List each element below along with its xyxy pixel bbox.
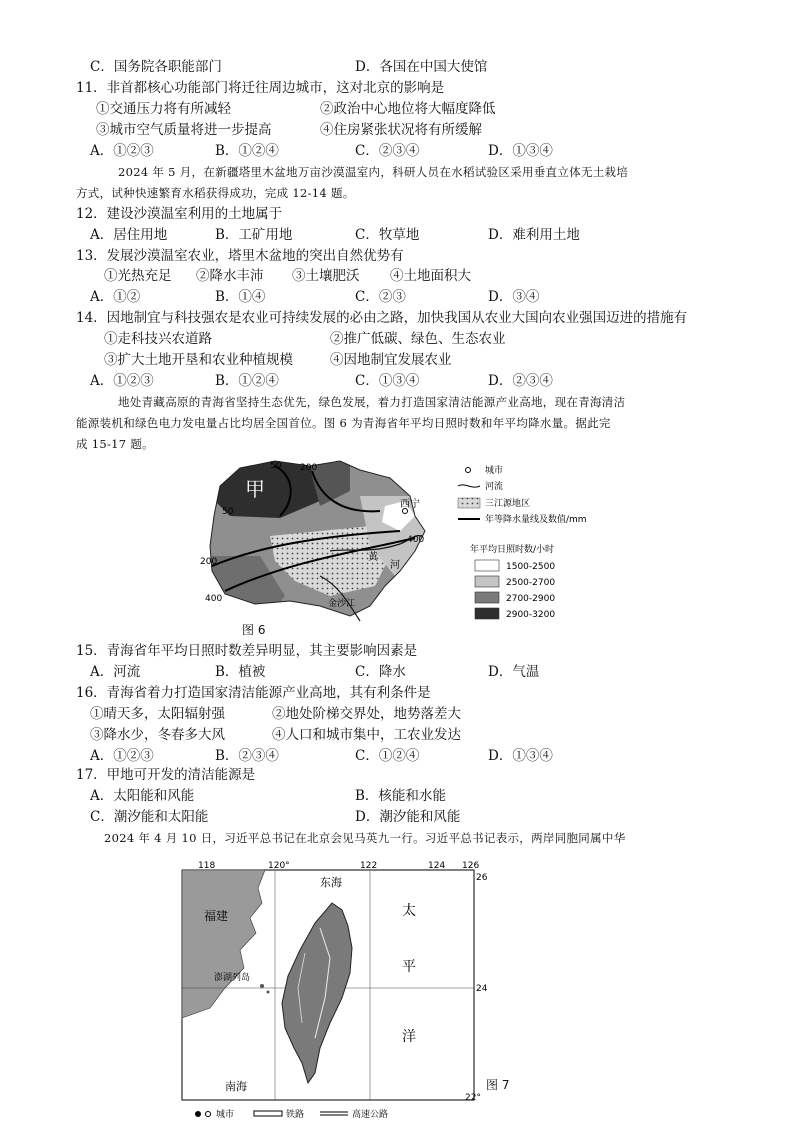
q14-option-b: B．①②④ <box>215 373 279 389</box>
q16-option-d: D．①③④ <box>488 748 553 764</box>
iso-label-50a: 50 <box>270 461 282 471</box>
lon-120: 120° <box>268 861 290 871</box>
q16-option-c: C．①②④ <box>355 748 420 764</box>
q15-option-d: D．气温 <box>488 664 540 680</box>
label-penghu: 澎湖列岛 <box>214 973 251 983</box>
q15-option-a: A．河流 <box>90 664 141 680</box>
legend-sunshine-range-0: 1500-2500 <box>506 562 556 572</box>
q16-option-b: B．②③④ <box>215 748 279 764</box>
legend-isohyet: 年等降水量线及数值/mm <box>485 515 587 525</box>
q15-option-c: C．降水 <box>355 664 406 680</box>
q14-stmt-1: ①走科技兴农道路 <box>104 331 212 347</box>
q16-stmt-4: ④人口和城市集中，工农业发达 <box>272 727 461 743</box>
lat-22: 22° <box>465 1093 481 1103</box>
q13-stmt-1: ①光热充足 <box>104 268 172 284</box>
q11-option-b: B．①②④ <box>215 143 279 159</box>
label-yang: 洋 <box>402 1029 416 1045</box>
passage2-line3: 成 15-17 题。 <box>76 437 154 451</box>
figure-6-qinghai-map <box>200 456 620 636</box>
q13-stmt-4: ④土地面积大 <box>390 268 471 284</box>
q12-option-a: A．居住用地 <box>90 227 168 243</box>
legend-city: 城市 <box>485 466 504 476</box>
label-nanhai: 南海 <box>225 1080 247 1093</box>
legend-sunshine-range-1: 2500-2700 <box>506 578 556 588</box>
q11-option-c: C．②③④ <box>355 143 420 159</box>
passage2-line1: 地处青藏高原的青海省坚持生态优先，绿色发展，着力打造国家清洁能源产业高地，现在青海清洁 <box>118 395 626 409</box>
q16-option-a: A．①②③ <box>90 748 154 764</box>
iso-label-200b: 200 <box>200 557 218 567</box>
legend-sanjiang-icon <box>458 498 480 508</box>
q11-option-a: A．①②③ <box>90 143 154 159</box>
legend-rail: 铁路 <box>286 1110 305 1120</box>
lat-26: 26 <box>476 873 488 883</box>
q11-stem: 11．非首都核心功能部门将迁往周边城市，这对北京的影响是 <box>76 80 445 96</box>
q12-option-d: D．难利用土地 <box>488 227 580 243</box>
q17-option-a: A．太阳能和风能 <box>90 788 195 804</box>
legend-sunshine-swatch-1 <box>475 576 499 587</box>
iso-label-200a: 200 <box>300 463 318 473</box>
q10-option-c: C．国务院各职能部门 <box>90 59 222 75</box>
q17-option-b: B．核能和水能 <box>355 788 446 804</box>
iso-label-400b: 400 <box>205 594 223 604</box>
lon-126: 126 <box>462 861 480 871</box>
q14-option-c: C．①③④ <box>355 373 420 389</box>
figure-7-taiwan-map <box>170 858 490 1123</box>
lat-24: 24 <box>476 984 488 994</box>
label-ping: 平 <box>402 959 416 975</box>
q13-stmt-3: ③土壤肥沃 <box>292 268 360 284</box>
legend-sanjiang: 三江源地区 <box>485 499 531 509</box>
q14-stmt-2: ②推广低碳、绿色、生态农业 <box>330 331 506 347</box>
q13-stem: 13．发展沙漠温室农业，塔里木盆地的突出自然优势有 <box>76 248 404 264</box>
legend-sunshine-swatch-3 <box>475 608 499 619</box>
q14-stmt-3: ③扩大土地开垦和农业种植规模 <box>104 352 293 368</box>
legend-city-icon-filled <box>195 1111 201 1117</box>
legend-city-icon-open <box>206 1112 211 1117</box>
label-fujian: 福建 <box>204 909 229 923</box>
q11-option-d: D．①③④ <box>488 143 553 159</box>
legend-rail-icon <box>254 1111 282 1116</box>
legend-highway: 高速公路 <box>352 1110 389 1120</box>
q13-option-b: B．①④ <box>215 289 266 305</box>
lon-124: 124 <box>428 861 446 871</box>
q17-stem: 17．甲地可开发的清洁能源是 <box>76 767 256 783</box>
q17-option-d: D．潮汐能和风能 <box>355 809 461 825</box>
q13-stmt-2: ②降水丰沛 <box>196 268 264 284</box>
q13-option-c: C．②③ <box>355 289 406 305</box>
iso-label-50b: 50 <box>222 507 234 517</box>
passage1-line1: 2024 年 5 月，在新疆塔里木盆地万亩沙漠温室内，科研人员在水稻试验区采用垂直立体无土栽培 <box>118 165 629 179</box>
legend-sunshine-range-3: 2900-3200 <box>506 610 556 620</box>
q12-option-c: C．牧草地 <box>355 227 420 243</box>
passage1-line2: 方式，试种快速繁育水稻获得成功，完成 12-14 题。 <box>76 186 355 200</box>
q11-stmt-2: ②政治中心地位将大幅度降低 <box>320 101 496 117</box>
label-donghai: 东海 <box>320 876 342 889</box>
legend-city-icon <box>466 468 471 473</box>
q17-option-c: C．潮汐能和太阳能 <box>90 809 209 825</box>
label-xining: 西宁 <box>400 499 420 510</box>
legend-sunshine-range-2: 2700-2900 <box>506 594 556 604</box>
q12-stem: 12．建设沙漠温室利用的土地属于 <box>76 206 283 222</box>
iso-label-400a: 400 <box>407 535 425 545</box>
label-jinsha: 金沙江 <box>328 599 356 609</box>
passage2-line2: 能源装机和绿色电力发电量占比均居全国首位。图 6 为青海省年平均日照时数和年平均降水量。据此完 <box>76 416 611 430</box>
q13-option-d: D．③④ <box>488 289 540 305</box>
lon-118: 118 <box>198 861 216 871</box>
label-tai: 太 <box>402 903 416 919</box>
label-huang: 黄 <box>368 552 378 563</box>
passage3-line1: 2024 年 4 月 10 日，习近平总书记在北京会见马英九一行。习近平总书记表示，两岸同胞同属中华 <box>104 831 626 845</box>
q16-stmt-3: ③降水少，冬春多大风 <box>90 727 225 743</box>
legend-river: 河流 <box>485 482 504 492</box>
q10-option-d: D．各国在中国大使馆 <box>355 59 488 75</box>
q16-stmt-2: ②地处阶梯交界处，地势落差大 <box>272 706 461 722</box>
q12-option-b: B．工矿用地 <box>215 227 293 243</box>
q11-stmt-3: ③城市空气质量将进一步提高 <box>96 122 272 138</box>
q15-option-b: B．植被 <box>215 664 266 680</box>
label-he: 河 <box>390 560 400 571</box>
q14-option-d: D．②③④ <box>488 373 553 389</box>
legend-city: 城市 <box>216 1110 235 1120</box>
penghu-islands <box>260 984 264 988</box>
label-jia: 甲 <box>245 477 265 501</box>
q14-option-a: A．①②③ <box>90 373 154 389</box>
q14-stem: 14．因地制宜与科技强农是农业可持续发展的必由之路，加快我国从农业大国向农业强国迈进的措施有 <box>76 310 688 326</box>
figure-6-caption: 图 6 <box>242 623 266 637</box>
legend-river-icon <box>458 485 480 487</box>
q11-stmt-4: ④住房紧张状况将有所缓解 <box>320 122 482 138</box>
figure-7-caption: 图 7 <box>486 1078 510 1092</box>
q13-option-a: A．①② <box>90 289 141 305</box>
legend-sunshine-swatch-0 <box>475 560 499 571</box>
q14-stmt-4: ④因地制宜发展农业 <box>330 352 452 368</box>
legend-sunshine-title: 年平均日照时数/小时 <box>470 545 555 555</box>
lon-122: 122 <box>360 861 378 871</box>
q11-stmt-1: ①交通压力将有所减轻 <box>96 101 231 117</box>
q16-stem: 16．青海省着力打造国家清洁能源产业高地，其有利条件是 <box>76 685 431 701</box>
q15-stem: 15．青海省年平均日照时数差异明显，其主要影响因素是 <box>76 643 418 659</box>
legend-sunshine-swatch-2 <box>475 592 499 603</box>
q16-stmt-1: ①晴天多，太阳辐射强 <box>90 706 225 722</box>
